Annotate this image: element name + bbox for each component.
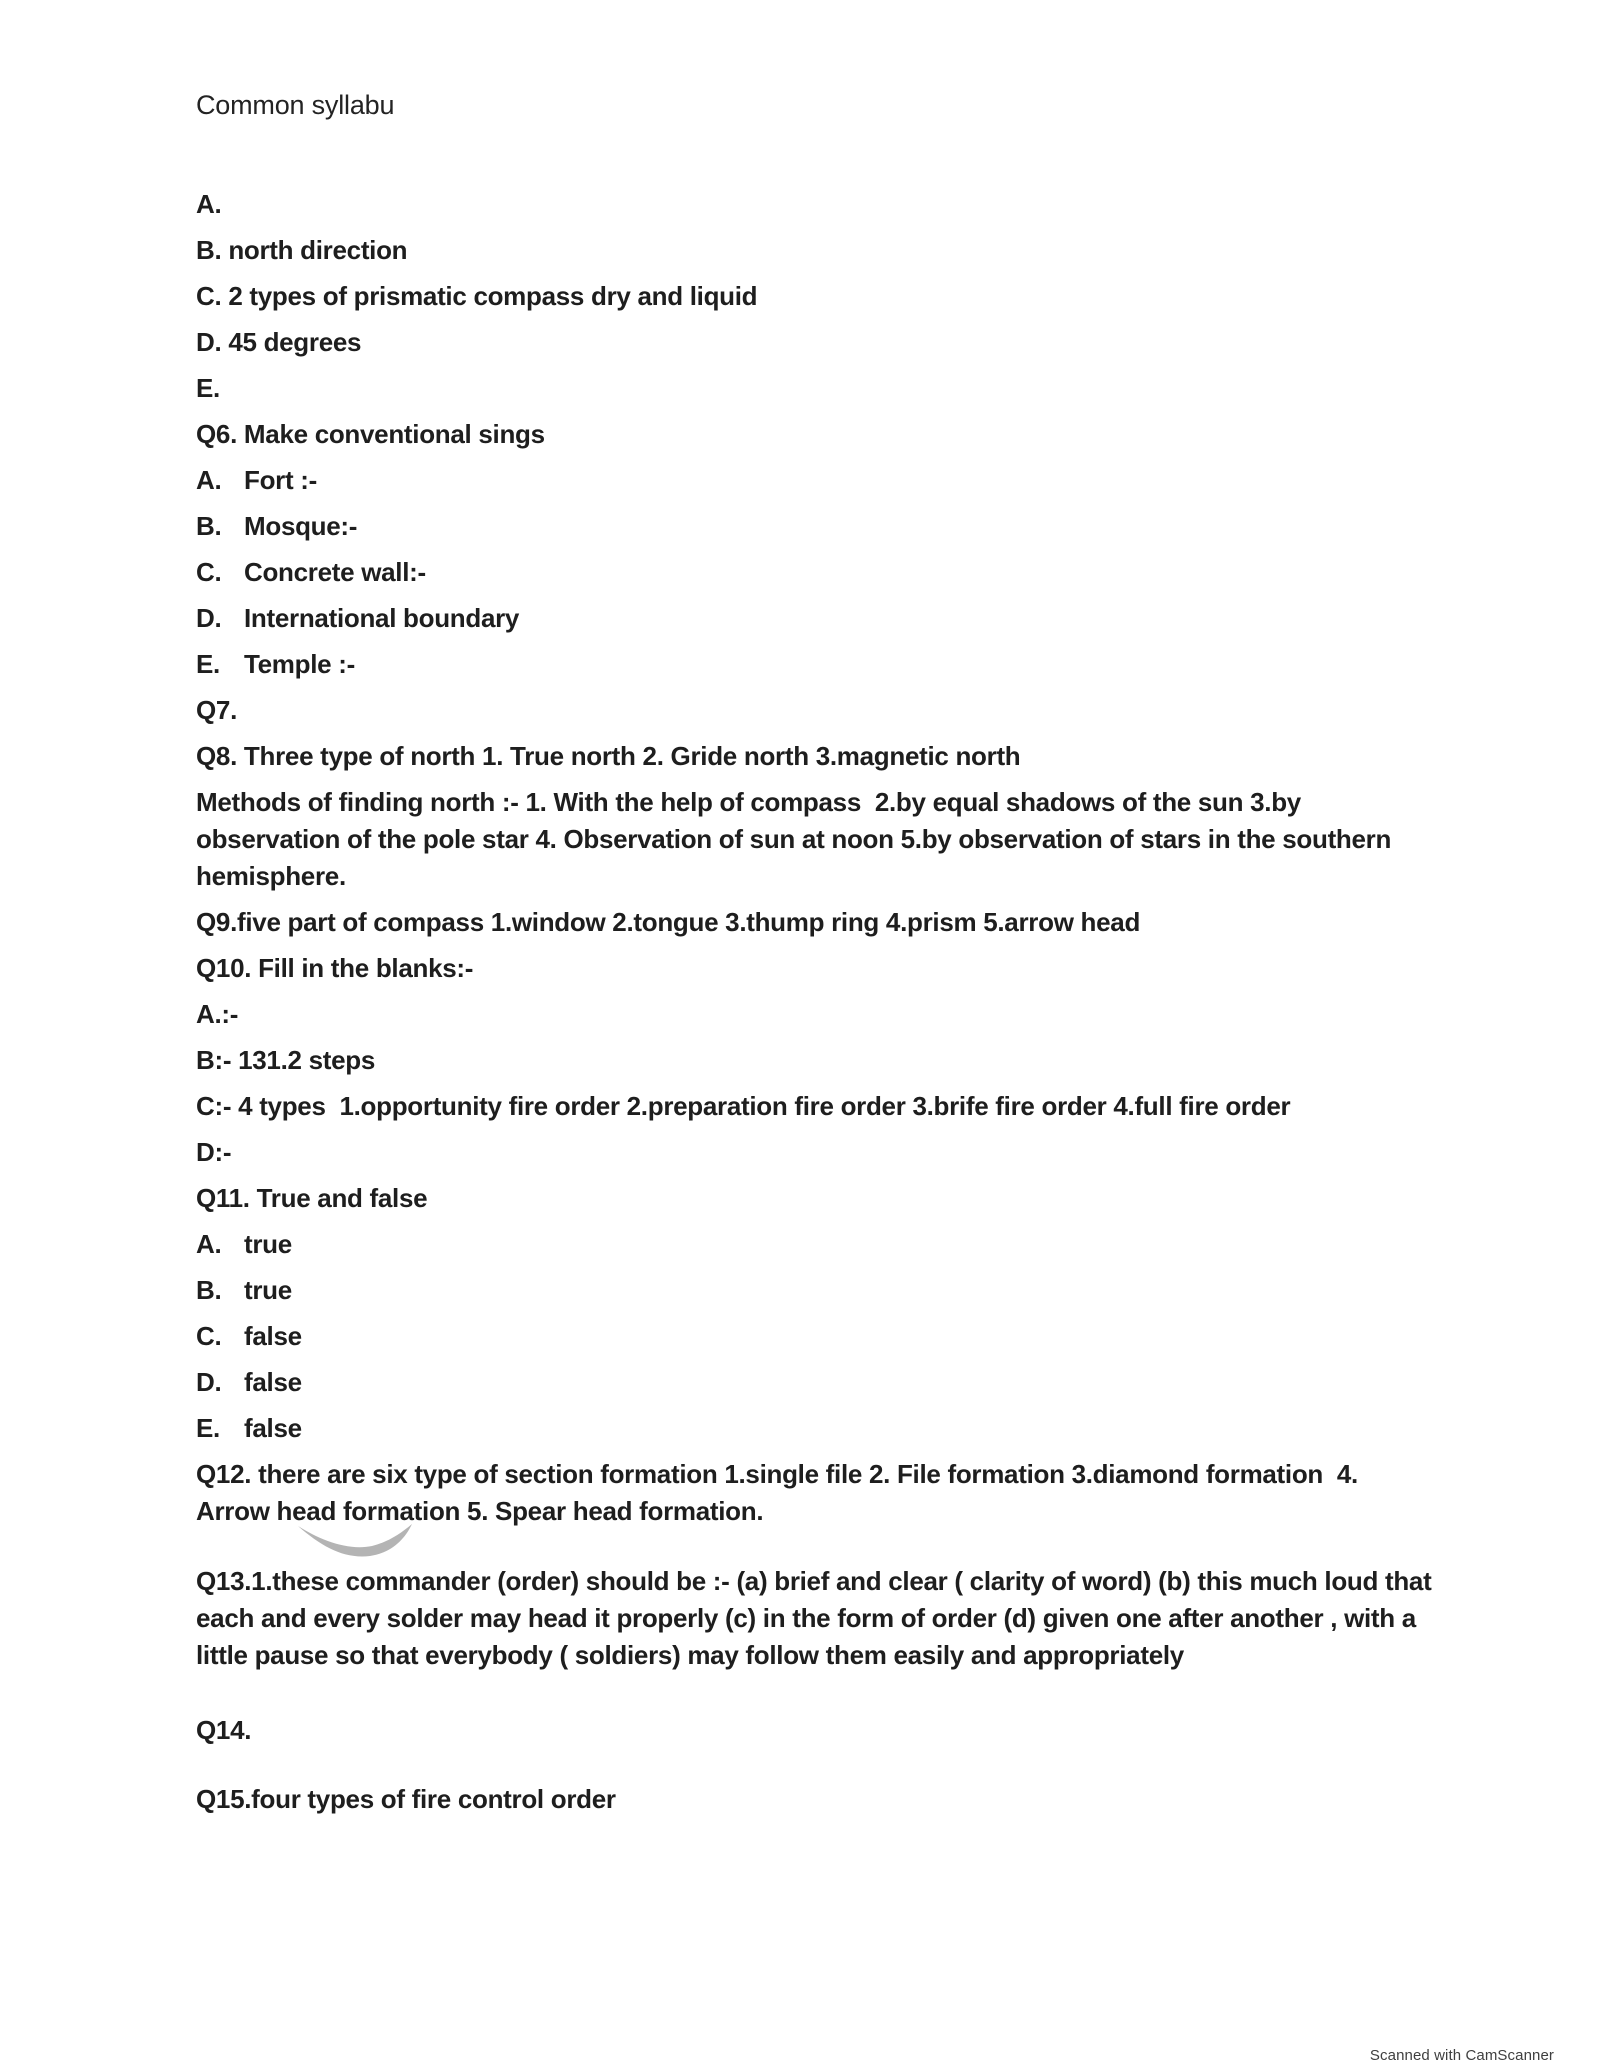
item-letter: C. — [196, 1321, 222, 1351]
sub-item-line — [196, 1226, 1466, 1263]
item-text: true — [244, 1275, 292, 1305]
sub-item-line — [196, 1410, 1466, 1447]
list-line: B:- 131.2 steps — [196, 1045, 376, 1075]
sub-item-line — [196, 1364, 1466, 1401]
item-text: false — [244, 1321, 302, 1351]
item-text: Concrete wall:- — [244, 557, 426, 587]
item-letter: A. — [196, 465, 222, 495]
list-line: Q10. Fill in the blanks:- — [196, 953, 474, 983]
list-line: E. — [196, 373, 220, 403]
item-text: International boundary — [244, 603, 520, 633]
camscanner-watermark: Scanned with CamScanner — [1369, 2047, 1554, 2064]
list-line: Q6. Make conventional sings — [196, 419, 545, 449]
item-letter: B. — [196, 511, 222, 541]
list-line: D:- — [196, 1137, 232, 1167]
list-line: B. north direction — [196, 235, 408, 265]
list-line: D. 45 degrees — [196, 327, 362, 357]
list-line: Q9.five part of compass 1.window 2.tongue 3.thump ring 4.prism 5.arrow head — [196, 907, 1141, 937]
list-line: Q8. Three type of north 1. True north 2. Gride north 3.magnetic north — [196, 741, 1021, 771]
list-line: A.:- — [196, 999, 239, 1029]
list-line: Q11. True and false — [196, 1183, 428, 1213]
sub-item-line — [196, 600, 1466, 637]
sub-item-line — [196, 462, 1466, 499]
paragraph-line: Methods of finding north :- 1. With the help of compass 2.by equal shadows of the sun 3.by observation of the pole star 4. Observation of sun at noon 5.by observation of stars in the southern hemisphere. — [196, 787, 1399, 891]
item-letter: E. — [196, 1413, 220, 1443]
item-letter: A. — [196, 1229, 222, 1259]
document-body — [196, 186, 1486, 1827]
paragraph-line: Q13.1.these commander (order) should be :- (a) brief and clear ( clarity of word) (b) this much loud that each and every solder may head it properly (c) in the form of order (d) given one after another , with a little pause so that everybody ( soldiers) may follow them easily and appropriately — [196, 1566, 1439, 1670]
item-letter: D. — [196, 603, 222, 633]
item-text: Fort :- — [244, 465, 317, 495]
item-text: Temple :- — [244, 649, 355, 679]
sub-item-line — [196, 1318, 1466, 1355]
item-text: false — [244, 1367, 302, 1397]
sub-item-line — [196, 1272, 1466, 1309]
item-letter: B. — [196, 1275, 222, 1305]
list-line: Q14. — [196, 1715, 252, 1745]
item-text: true — [244, 1229, 292, 1259]
list-line: A. — [196, 189, 222, 219]
item-letter: D. — [196, 1367, 222, 1397]
sub-item-line — [196, 554, 1466, 591]
sub-item-line — [196, 508, 1466, 545]
list-line: Q7. — [196, 695, 238, 725]
page-title: Common syllabu — [196, 90, 395, 120]
item-letter: C. — [196, 557, 222, 587]
list-line: Q15.four types of fire control order — [196, 1784, 616, 1814]
sub-item-line — [196, 646, 1466, 683]
list-line: C:- 4 types 1.opportunity fire order 2.preparation fire order 3.brife fire order 4.full fire order — [196, 1091, 1291, 1121]
item-letter: E. — [196, 649, 220, 679]
item-text: Mosque:- — [244, 511, 358, 541]
list-line: C. 2 types of prismatic compass dry and liquid — [196, 281, 758, 311]
paragraph-line: Q12. there are six type of section formation 1.single file 2. File formation 3.diamond formation 4. Arrow head formation 5. Spear head formation. — [196, 1459, 1364, 1526]
item-text: false — [244, 1413, 302, 1443]
